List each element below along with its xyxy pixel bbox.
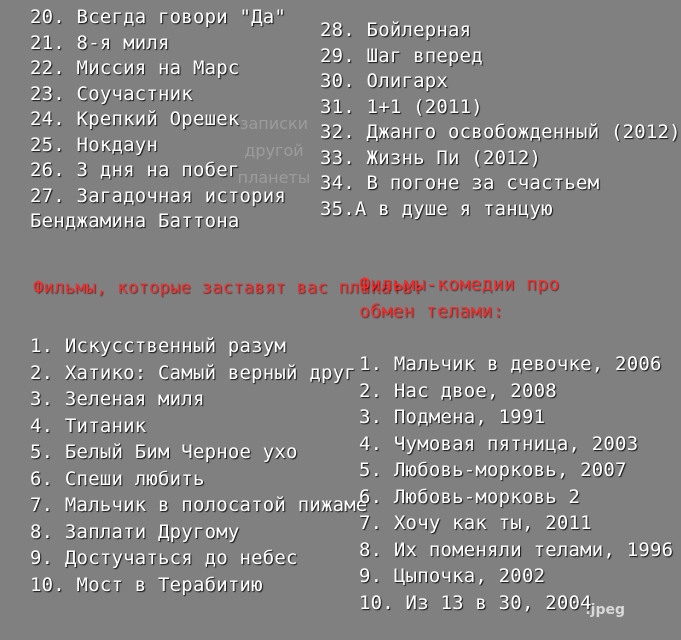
movie-list-top-right xyxy=(320,18,681,222)
list-item: 28. Бойлерная xyxy=(320,19,472,41)
movie-list-sad-movies xyxy=(30,333,368,598)
list-item: 5. Любовь-морковь, 2007 xyxy=(359,459,627,481)
list-item: 31. 1+1 (2011) xyxy=(320,95,483,118)
heading-body-swap-comedies: Фильмы-комедии про обмен телами: xyxy=(359,274,560,322)
list-item: 8. Их поменяли телами, 1996 xyxy=(359,538,674,561)
list-item: 25. Нокдаун xyxy=(30,133,159,156)
list-item: 2. Хатико: Самый верный друг xyxy=(30,361,356,384)
list-item: 7. Хочу как ты, 2011 xyxy=(359,512,592,534)
list-item: 3. Зеленая миля xyxy=(30,388,205,410)
list-item: 21. 8-я миля xyxy=(30,31,170,54)
list-item: 8. Заплати Другому xyxy=(30,520,240,543)
list-item: 33. Жизнь Пи (2012) xyxy=(320,146,542,169)
movie-list-body-swap-comedies xyxy=(359,351,673,616)
list-item: 3. Подмена, 1991 xyxy=(359,406,546,428)
list-item: 27. Загадочная история xyxy=(30,184,287,207)
watermark xyxy=(234,110,314,191)
watermark-line: другой xyxy=(244,141,304,160)
list-item: 10. Из 13 в 30, 2004 xyxy=(359,591,592,614)
list-item: 10. Мост в Терабитию xyxy=(30,573,263,596)
list-item: 29. Шаг вперед xyxy=(320,44,483,67)
heading-sad-movies: Фильмы, которые заставят вас плакать: xyxy=(33,278,423,298)
list-item: 7. Мальчик в полосатой пижаме xyxy=(30,494,368,516)
list-item: 26. 3 дня на побег xyxy=(30,159,240,181)
list-item: 23. Соучастник xyxy=(30,82,193,105)
watermark-line: записки xyxy=(239,114,309,133)
list-item: 1. Мальчик в девочке, 2006 xyxy=(359,353,662,375)
file-extension-tag: .jpeg xyxy=(585,602,625,618)
list-item: Бенджамина Баттона xyxy=(30,210,240,232)
list-item: 6. Спеши любить xyxy=(30,467,205,490)
watermark-line: планеты xyxy=(237,168,311,187)
list-item: 5. Белый Бим Черное ухо xyxy=(30,441,298,463)
list-item: 32. Джанго освобожденный (2012) xyxy=(320,121,681,143)
list-item: 4. Чумовая пятница, 2003 xyxy=(359,432,639,455)
list-item: 30. Олигарх xyxy=(320,70,449,92)
list-item: 2. Нас двое, 2008 xyxy=(359,379,557,402)
list-item: 6. Любовь-морковь 2 xyxy=(359,485,581,508)
list-item: 22. Миссия на Марс xyxy=(30,57,240,79)
list-item: 1. Искусственный разум xyxy=(30,335,287,357)
list-item: 9. Цыпочка, 2002 xyxy=(359,565,546,587)
list-item: 35.А в душе я танцую xyxy=(320,197,553,220)
list-item: 4. Титаник xyxy=(30,414,147,437)
list-item: 34. В погоне за счастьем xyxy=(320,172,600,194)
list-item: 9. Достучаться до небес xyxy=(30,547,298,569)
list-item: 20. Всегда говори "Да" xyxy=(30,6,287,28)
list-item: 24. Крепкий Орешек xyxy=(30,108,240,130)
